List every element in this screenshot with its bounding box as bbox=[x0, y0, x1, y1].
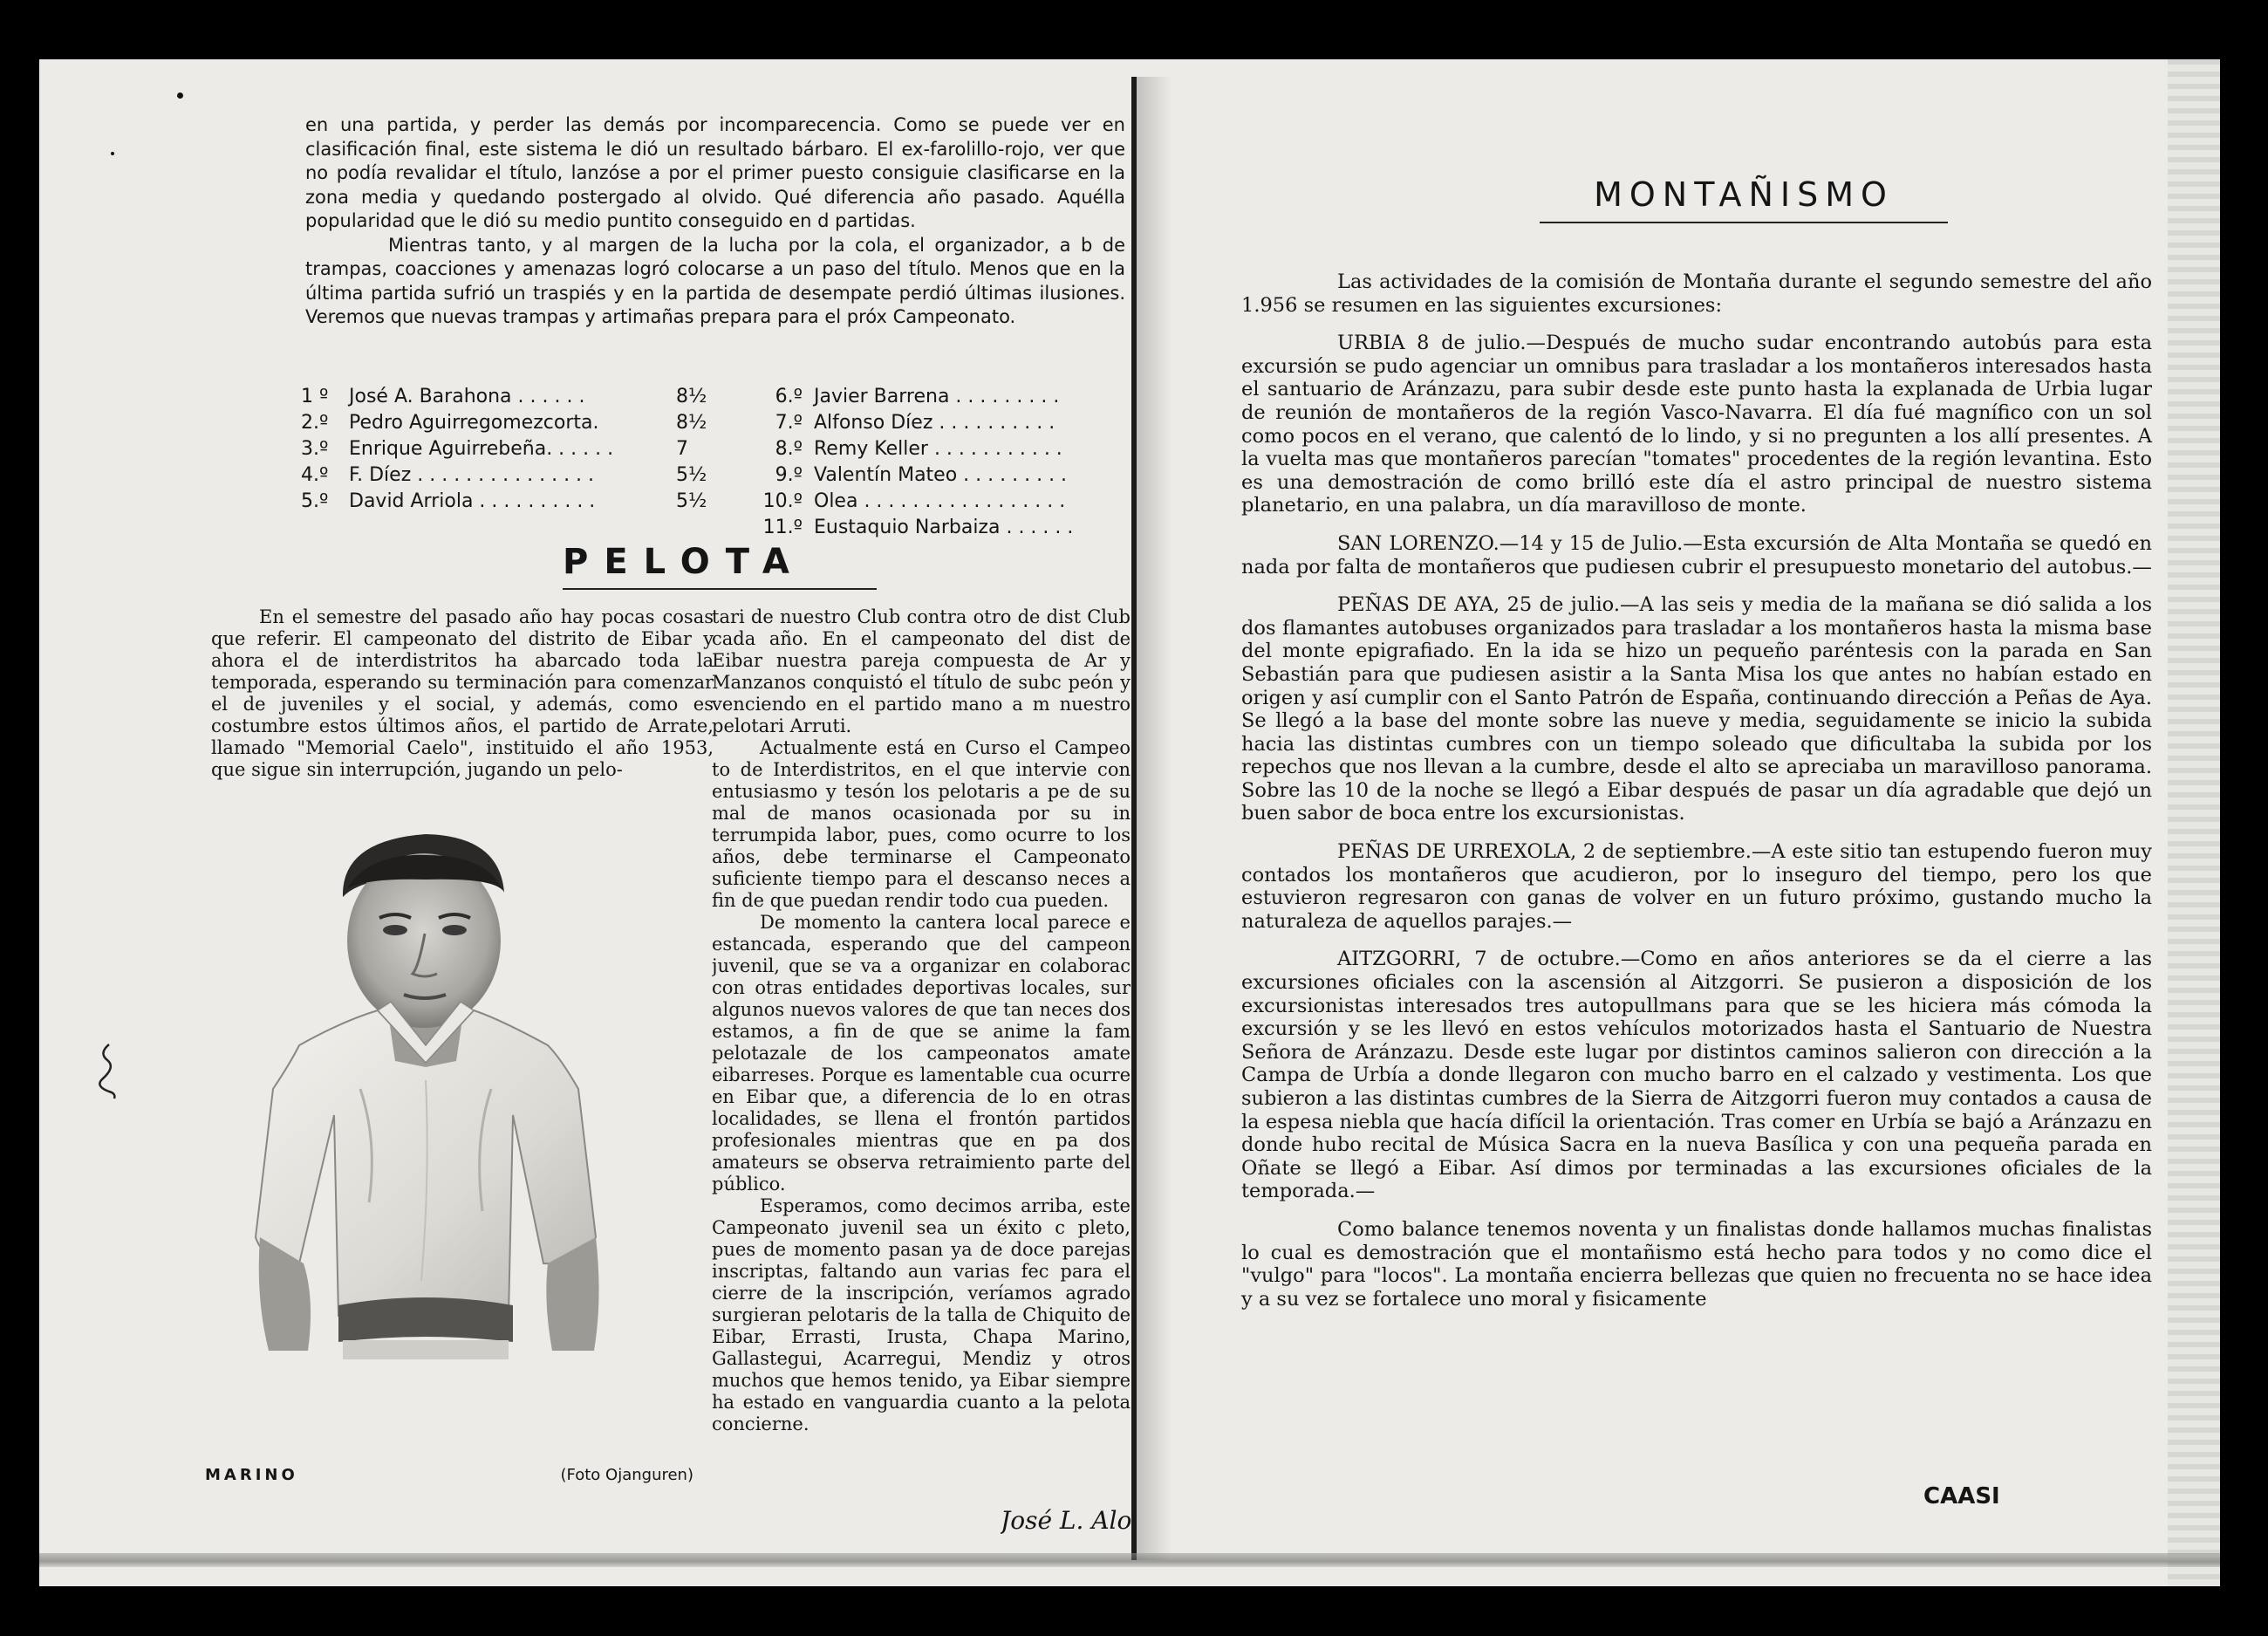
player-name: Alfonso Díez . . . . . . . . . . bbox=[814, 412, 1055, 434]
player-score: 8½ bbox=[676, 386, 707, 407]
montanismo-paragraph bbox=[1241, 593, 2152, 825]
player-name: David Arriola . . . . . . . . . . bbox=[349, 490, 596, 512]
handwritten-mark bbox=[90, 1041, 125, 1102]
ranking-row bbox=[755, 436, 1156, 462]
player-name: Olea . . . . . . . . . . . . . . . . . bbox=[814, 490, 1066, 512]
ranking-row bbox=[301, 489, 720, 515]
intro-paragraph: Mientras tanto, y al margen de la lucha por la cola, el organizador, a b de trampas, coacciones y amenazas logró colocarse a un paso del título. Menos que en la última partida sufrió un traspiés y en la partida de desempate perdió últimas ilusiones. Veremos que nuevas trampas y artimañas prepara para el próx Campeonato. bbox=[305, 234, 1125, 327]
player-name: F. Díez . . . . . . . . . . . . . . . bbox=[349, 464, 595, 486]
paragraph-lead: PEÑAS DE AYA, 25 de julio.— bbox=[1337, 593, 1640, 617]
photo-caption-name: MARINO bbox=[205, 1466, 298, 1484]
intro-paragraph: en una partida, y perder las demás por incomparecencia. Como se puede ver en clasificación final, este sistema le dió un resultado bárbaro. El ex-farolillo-rojo, ver que no podía revalidar el título, lanzóse a por el primer puesto consiguie clasificarse en la zona media y quedando postergado al olvido. Qué diferencia año pasado. Aquélla popularidad que le dió su medio puntito conseguido en d partidas. bbox=[305, 114, 1125, 231]
ranking-row bbox=[755, 410, 1156, 436]
paragraph-text: Después de mucho sudar encontrando autobús para esta excursión se pudo agenciar un omnibus para trasladar a los montañeros interesados hasta el santuario de Aránzazu, para subir desde este punto hasta la explanada de Urbia lugar de reunión de montañeros de la región Vasco-Navarra. El día fué magnífico con un sol como pocos en el verano, que calentó de lo lindo, y si no pregunten a los allí presentes. A la vuelta mas que montañeros parecían "tomates" procedentes de la región levantina. Esto es una demostración de como brilló este día el astro principal de nuestro sistema planetario, en una palabra, un día maravilloso de monte. bbox=[1241, 332, 2152, 517]
rank-position: 4.º bbox=[301, 464, 329, 486]
magazine-spread bbox=[39, 59, 2220, 1586]
ranking-row bbox=[301, 436, 720, 462]
player-name: Javier Barrena . . . . . . . . . bbox=[814, 386, 1060, 407]
rank-position: 2.º bbox=[301, 412, 329, 434]
player-score: 7 bbox=[676, 438, 688, 460]
montanismo-paragraph bbox=[1241, 532, 2152, 578]
player-name: Pedro Aguirregomezcorta. bbox=[349, 412, 599, 434]
pelota-paragraph: Esperamos, como decimos arriba, este Campeonato juvenil sea un éxito c pleto, pues de momento pasan ya de doce parejas inscriptas, faltando aun varias fec para el cierre de la inscripción, veríamos agrado surgieran pelotaris de la talla de Chiquito de Eibar, Errasti, Irusta, Chapa Marino, Gallastegui, Acarregui, Mendiz y otros muchos que hemos tenido, ya Eibar siempre ha estado en vanguardia cuanto a la pelota concierne. bbox=[712, 1195, 1131, 1434]
rank-position: 6.º bbox=[775, 386, 803, 407]
pelota-column-left bbox=[211, 606, 714, 781]
paragraph-text: Como en años anteriores se da el cierre a las excursiones oficiales con la ascensión al Aitzgorri. Se pusieron a disposición de los excursionistas interesados tres autopullmans para que se les hiciera más cómoda la excursión y se les llevó en estos vehículos motorizados hasta el Santuario de Nuestra Señora de Aránzazu. Desde este lugar por distintos caminos salieron con dirección a la Campa de Urbía a donde llegaron con mucho barro en el calzado y vestimenta. Los que subieron a las distintas cumbres de la Sierra de Aitzgorri fueron muy contados a causa de la espesa niebla que hacía difícil la orientación. Tras comer en Urbía se bajó a Aránzazu en donde hubo recital de Música Sacra en la nueva Basílica y con una pequeña parada en Oñate se llegó a Eibar. Así dimos por terminadas a las excursiones oficiales de la temporada.— bbox=[1241, 948, 2152, 1203]
player-score: 8½ bbox=[676, 412, 707, 434]
montanismo-paragraph bbox=[1241, 840, 2152, 933]
player-name: Enrique Aguirrebeña. . . . . . bbox=[349, 438, 614, 460]
player-name: José A. Barahona . . . . . . bbox=[349, 386, 585, 407]
pelota-paragraph: En el semestre del pasado año hay pocas cosas que referir. El campeonato del distrito de Eibar y ahora el de interdistritos ha abarcado toda la temporada, esperando su terminación para comenzar el de juveniles y el social, y además, como es costumbre estos últimos años, el partido de Arrate, llamado "Memorial Caelo", instituido el año 1953, que sigue sin interrupción, jugando un pelo- bbox=[211, 606, 714, 780]
rank-position: 7.º bbox=[775, 412, 803, 434]
montanismo-signature: CAASI bbox=[1923, 1483, 2000, 1509]
rank-position: 11.º bbox=[762, 517, 803, 538]
photo-credit: (Foto Ojanguren) bbox=[560, 1466, 693, 1484]
paragraph-text: Las actividades de la comisión de Montaña durante el segundo semestre del año 1.956 se resumen en las siguientes excursiones: bbox=[1241, 270, 2152, 317]
rank-position: 3.º bbox=[301, 438, 329, 460]
paragraph-text: Como balance tenemos noventa y un finalistas donde hallamos muchas finalistas lo cual es demostración que el montañismo está hecho para todos y no como dice el "vulgo" para "locos". La montaña encierra bellezas que quien no frecuenta no se hace idea y a su vez se fortalece uno moral y fisicamente bbox=[1241, 1217, 2152, 1311]
player-name: Remy Keller . . . . . . . . . . . bbox=[814, 438, 1062, 460]
montanismo-paragraph bbox=[1241, 332, 2152, 517]
rank-position: 9.º bbox=[775, 464, 803, 486]
pelota-paragraph: De momento la cantera local parece e estancada, esperando que del campeon juvenil, que se va a organizar en colaborac con otras entidades deportivas locales, sur algunos nuevos valores de que tan neces dos estamos, a fin de que se anime la fam pelotazale de los campeonatos amate eibarreses. Porque es lamentable cua ocurre en Eibar que, a diferencia de lo en otras localidades, se llena el frontón partidos profesionales mientras que en pa dos amateurs se observa retraimiento parte del público. bbox=[712, 912, 1131, 1194]
ink-speck bbox=[111, 152, 114, 155]
paragraph-lead: AITZGORRI, 7 de octubre.— bbox=[1337, 948, 1641, 971]
fold-shadow bbox=[1137, 77, 1172, 1560]
ranking-column-right bbox=[755, 384, 1156, 541]
ranking-row bbox=[755, 462, 1156, 489]
rank-position: 8.º bbox=[775, 438, 803, 460]
pelota-author-signature: José L. Alo bbox=[1001, 1506, 1131, 1535]
ranking-column-left bbox=[301, 384, 720, 515]
pelota-paragraph: Actualmente está en Curso el Campeo to de Interdistritos, en el que intervie con entusiasmo y tesón los pelotaris a pe de su mal de manos ocasionada por su in terrumpida labor, pues, como ocurre to los años, debe terminarse el Campeonato suficiente tiempo para el descanso neces a fin de que puedan rendir todo cua pueden. bbox=[712, 737, 1131, 911]
rank-position: 10.º bbox=[762, 490, 803, 512]
ranking-row bbox=[755, 489, 1156, 515]
paragraph-text: Esta excursión de Alta Montaña se quedó en nada por falta de montañeros que pudiesen cubrir el presupuesto monetario del autobus.— bbox=[1241, 531, 2152, 578]
paragraph-lead: SAN LORENZO.—14 y 15 de Julio.— bbox=[1337, 531, 1703, 555]
montanismo-body bbox=[1241, 270, 2152, 1325]
rank-position: 5.º bbox=[301, 490, 329, 512]
paragraph-text: A las seis y media de la mañana se dió salida a los dos flamantes autobuses organizados para trasladar a los montañeros hasta la misma base del monte epigrafiado. En la ida se hizo un pequeño paréntesis con la parada en San Sebastián para que pudiesen asistir a la Santa Misa los que antes no habían estado en origen y así cumplir con el Santo Patrón de España, continuando dirección a Peñas de Aya. Se llegó a la base del monte sobre las nueve y media, seguidamente se inicio la subida hacia las distintas cumbres con un tiempo soleado que dificultaba la subida por los repechos que nos llevan a la cumbre, desde el alto se apreciaba un maravilloso panorama. Sobre las 10 de la noche se llegó a Eibar después de pasar un día agradable que dejó un buen sabor de boca entre los excursionistas. bbox=[1241, 593, 2153, 825]
pelota-paragraph: tari de nuestro Club contra otro de dist Club cada año. En el campeonato del dist de Eibar nuestra pareja compuesta de Ar y Manzanos conquistó el título de subc peón y venciendo en el partido mano a m nuestro pelotari Arruti. bbox=[712, 606, 1131, 736]
ranking-row bbox=[301, 462, 720, 489]
paragraph-text: A este sitio tan estupendo fueron muy contados los montañeros que acudieron, por lo inseguro del tiempo, pero los que estuvieron regresaron con ganas de volver en un futuro próximo, gustando mucho la naturaleza de aquellos parajes.— bbox=[1241, 840, 2152, 933]
montanismo-paragraph bbox=[1241, 270, 2152, 317]
player-score: 5½ bbox=[676, 464, 707, 486]
player-photo bbox=[238, 827, 622, 1359]
ranking-row bbox=[755, 384, 1156, 410]
scan-bottom-band bbox=[39, 1553, 2220, 1567]
player-name: Valentín Mateo . . . . . . . . . bbox=[814, 464, 1068, 486]
ranking-row bbox=[301, 410, 720, 436]
paragraph-lead: URBIA 8 de julio.— bbox=[1337, 332, 1547, 355]
montanismo-paragraph bbox=[1241, 1218, 2152, 1311]
portrait-illustration bbox=[238, 827, 622, 1359]
page-edge bbox=[2168, 59, 2220, 1586]
montanismo-section-title: MONTAÑISMO bbox=[1540, 171, 1948, 223]
player-name: Eustaquio Narbaiza . . . . . . bbox=[814, 517, 1074, 538]
pelota-section-title: PELOTA bbox=[563, 537, 877, 590]
photo-caption bbox=[205, 1466, 693, 1492]
rank-position: 1 º bbox=[301, 386, 329, 407]
montanismo-paragraph bbox=[1241, 948, 2152, 1203]
pelota-column-right bbox=[712, 606, 1131, 1435]
player-score: 5½ bbox=[676, 490, 707, 512]
chess-report-text bbox=[305, 113, 1125, 330]
paragraph-lead: PEÑAS DE URREXOLA, 2 de septiembre.— bbox=[1337, 840, 1772, 864]
ranking-row bbox=[301, 384, 720, 410]
ink-speck bbox=[177, 92, 183, 99]
